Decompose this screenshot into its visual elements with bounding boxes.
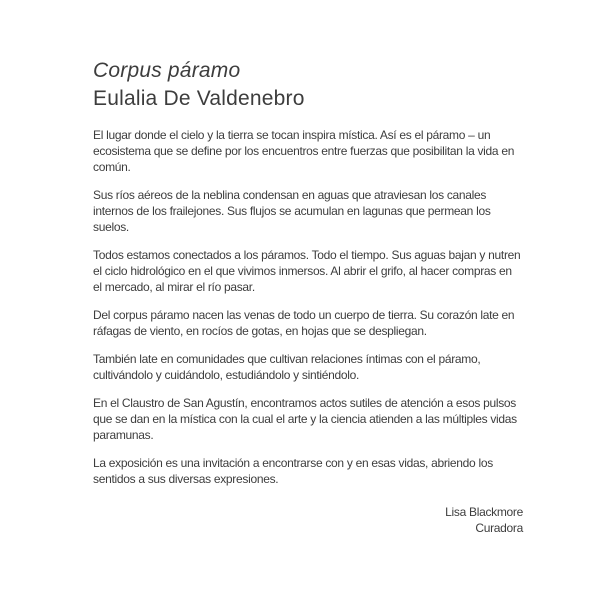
document-body [93,127,523,487]
paragraph-7: La exposición es una invitación a encontrarse con y en esas vidas, abriendo los sentidos a sus diversas expresiones. [93,456,493,486]
document-header [93,57,523,113]
signature-name: Lisa Blackmore [445,505,523,519]
signature-block [93,504,523,536]
document-title: Corpus páramo [93,59,241,82]
paragraph-6: En el Claustro de San Agustín, encontramos actos sutiles de atención a esos pulsos que se dan en la mística con la cual el arte y la ciencia atienden a las múltiples vidas paramunas. [93,396,517,442]
document-page [93,57,523,536]
paragraph-4: Del corpus páramo nacen las venas de todo un cuerpo de tierra. Su corazón late en ráfagas de viento, en rocíos de gotas, en hojas que se despliegan. [93,308,515,338]
signature-role: Curadora [475,521,523,535]
paragraph-2: Sus ríos aéreos de la neblina condensan en aguas que atraviesan los canales internos de los frailejones. Sus flujos se acumulan en lagunas que permean los suelos. [93,188,491,234]
paragraph-1: El lugar donde el cielo y la tierra se tocan inspira mística. Así es el páramo – un ecosistema que se define por los encuentros entre fuerzas que posibilitan la vida en común. [93,128,515,174]
document-author: Eulalia De Valdenebro [93,87,305,110]
paragraph-5: También late en comunidades que cultivan relaciones íntimas con el páramo, cultivándolo y cuidándolo, estudiándolo y sintiéndolo. [93,352,481,382]
paragraph-3: Todos estamos conectados a los páramos. Todo el tiempo. Sus aguas bajan y nutren el ciclo hidrológico en el que vivimos inmersos. Al abrir el grifo, al hacer compras en el mercado, al mirar el río pasar. [93,248,521,294]
